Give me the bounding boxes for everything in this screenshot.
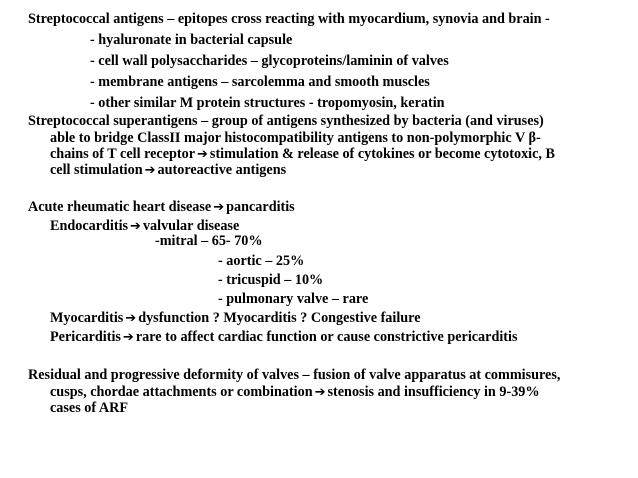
residual-line-3: cases of ARF (50, 400, 129, 416)
valve-item-aortic: - aortic – 25% (218, 253, 305, 269)
residual-line-1: Residual and progressive deformity of valves – fusion of valve apparatus at commisures, (28, 367, 561, 383)
arrow-icon: ➔ (130, 219, 141, 234)
antigens-heading: Streptococcal antigens – epitopes cross reacting with myocardium, synovia and brain - (28, 11, 550, 27)
endocarditis-effect: valvular disease (142, 218, 240, 234)
pericarditis-effect: rare to affect cardiac function or cause constrictive pericarditis (135, 329, 518, 345)
arrow-icon: ➔ (144, 163, 156, 178)
pericarditis-line (50, 329, 517, 346)
superantigens-line-4-end: autoreactive antigens (157, 162, 287, 178)
residual-line-2-start: cusps, chordae attachments or combination (50, 384, 313, 400)
rheumatic-heading (28, 199, 295, 216)
valve-item-pulmonary: - pulmonary valve – rare (218, 291, 369, 307)
residual-line-2-end: stenosis and insufficiency in 9-39% (327, 384, 540, 400)
arrow-icon: ➔ (314, 385, 326, 400)
arrow-icon: ➔ (197, 147, 208, 162)
antigen-item-membrane: - membrane antigens – sarcolemma and smooth muscles (90, 74, 430, 90)
myocarditis-effect: dysfunction ? Myocarditis ? Congestive failure (138, 310, 421, 326)
antigen-item-cell-wall: - cell wall polysaccharides – glycoproteins/laminin of valves (90, 53, 449, 69)
arrow-icon: ➔ (122, 330, 134, 345)
arrow-icon: ➔ (125, 311, 137, 326)
endocarditis-label: Endocarditis (50, 218, 129, 234)
antigen-item-hyaluronate: - hyaluronate in bacterial capsule (90, 32, 293, 48)
rheumatic-heading-end: pancarditis (226, 199, 295, 215)
myocarditis-label: Myocarditis (50, 310, 124, 326)
valve-item-mitral: -mitral – 65- 70% (155, 233, 263, 249)
pericarditis-label: Pericarditis (50, 329, 121, 345)
superantigens-line-1: Streptococcal superantigens – group of antigens synthesized by bacteria (and viruses) (28, 113, 544, 129)
residual-line-2 (50, 384, 540, 401)
valve-item-tricuspid: - tricuspid – 10% (218, 272, 324, 288)
superantigens-line-4 (50, 162, 286, 179)
superantigens-line-4-start: cell stimulation (50, 162, 143, 178)
myocarditis-line (50, 310, 421, 327)
superantigens-line-3-end: stimulation & release of cytokines or become cytotoxic, B (209, 146, 555, 162)
antigen-item-m-protein: - other similar M protein structures - tropomyosin, keratin (90, 95, 445, 111)
superantigens-line-3 (50, 146, 555, 163)
superantigens-line-3-start: chains of T cell receptor (50, 146, 196, 162)
rheumatic-heading-start: Acute rheumatic heart disease (28, 199, 212, 215)
arrow-icon: ➔ (213, 200, 225, 215)
superantigens-line-2: able to bridge ClassII major histocompatibility antigens to non-polymorphic V β- (50, 130, 541, 146)
